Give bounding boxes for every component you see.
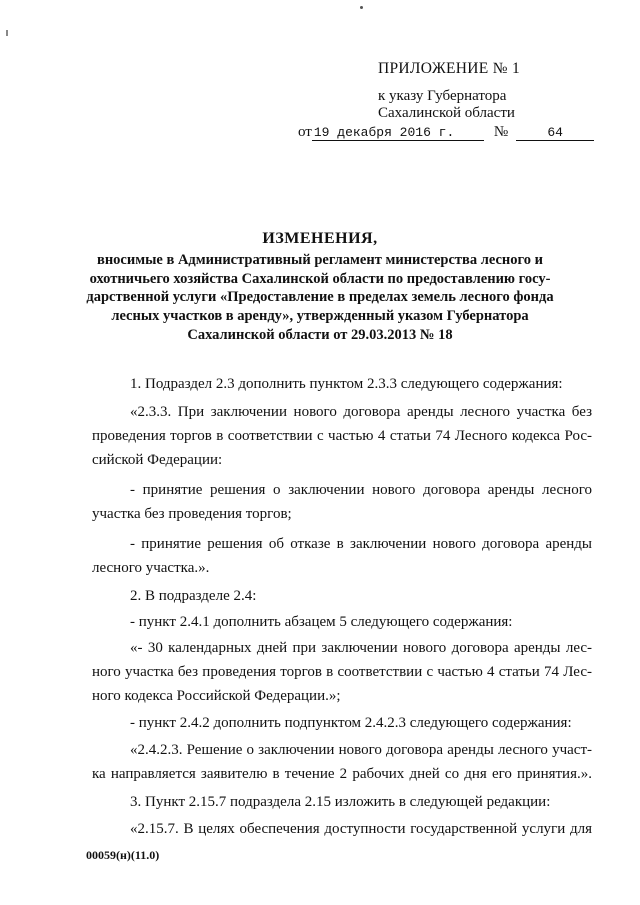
body-line: 2. В подразделе 2.4: [130,588,257,604]
title-line: охотничьего хозяйства Сахалинской области по предоставлению госу- [89,271,551,287]
footer-code: 00059(н)(11.0) [86,848,160,862]
body-line: - пункт 2.4.2 дополнить подпунктом 2.4.2.3 следующего содержания: [130,715,572,731]
body-line: лесного участка.». [92,560,210,576]
decree-number: 64 [516,125,594,141]
body-line: «2.15.7. В целях обеспечения доступности государственной услуги для [130,821,592,837]
body-line: «2.4.2.3. Решение о заключении нового договора аренды лесного участ- [130,742,592,758]
body-line: «2.3.3. При заключении нового договора аренды лесного участка без [130,404,592,420]
body-line: «- 30 календарных дней при заключении нового договора аренды лес- [130,640,592,656]
scan-speck [360,6,363,9]
document-title: ИЗМЕНЕНИЯ, [262,230,378,247]
body-line: проведения торгов в соответствии с частью 4 статьи 74 Лесного кодекса Рос- [92,428,592,444]
body-line: 1. Подраздел 2.3 дополнить пунктом 2.3.3 следующего содержания: [130,376,563,392]
scan-speck [6,30,8,36]
title-line: дарственной услуги «Предоставление в пределах земель лесного фонда [86,289,554,305]
body-line: ка направляется заявителю в течение 2 рабочих дней со дня его принятия.». [92,766,592,782]
body-line: ного участка без проведения торгов в соответствии с частью 4 статьи 74 Лес- [92,664,592,680]
decree-line-1: к указу Губернатора [378,88,507,104]
number-sign: № [493,124,509,140]
title-line: лесных участков в аренду», утвержденный указом Губернатора [111,308,529,324]
body-line: - принятие решения об отказе в заключении нового договора аренды [130,536,592,552]
body-line: участка без проведения торгов; [92,506,292,522]
title-line: вносимые в Административный регламент министерства лесного и [97,252,543,268]
body-line: ного кодекса Российской Федерации.»; [92,688,341,704]
body-line: 3. Пункт 2.15.7 подраздела 2.15 изложить в следующей редакции: [130,794,551,810]
decree-date: 19 декабря 2016 г. [312,125,484,141]
appendix-label: ПРИЛОЖЕНИЕ № 1 [378,60,521,77]
body-line: - принятие решения о заключении нового договора аренды лесного [130,482,592,498]
decree-line-2: Сахалинской области [378,105,515,121]
body-line: - пункт 2.4.1 дополнить абзацем 5 следующего содержания: [130,614,513,630]
title-line: Сахалинской области от 29.03.2013 № 18 [187,327,453,343]
date-prefix: от [298,124,312,140]
decree-date-line [298,124,594,141]
body-line: сийской Федерации: [92,452,223,468]
